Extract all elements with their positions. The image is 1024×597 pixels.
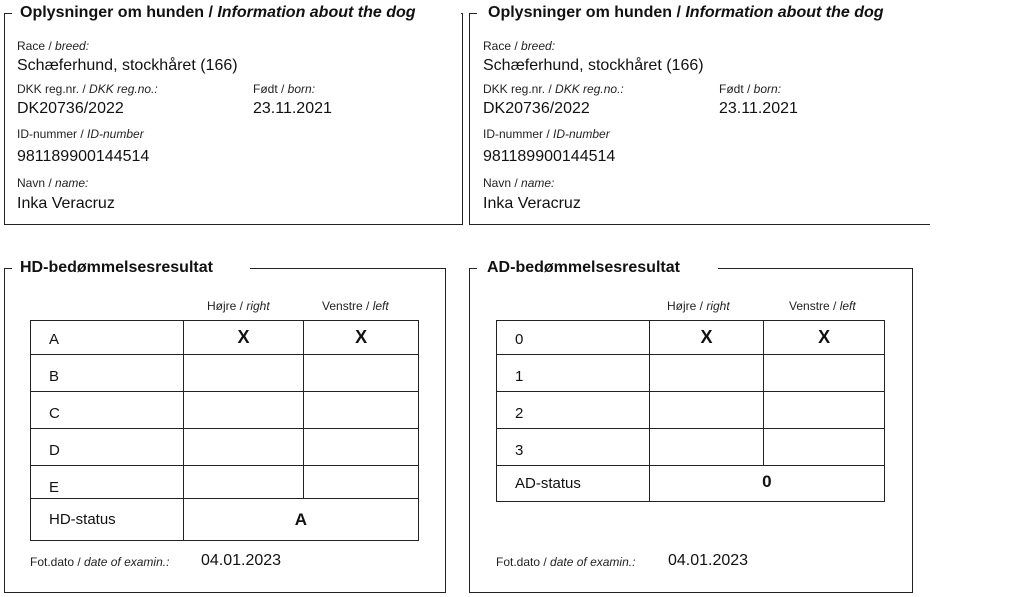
hd-col-right-header: Højre / right (207, 299, 270, 313)
grade-cell: 2 (497, 392, 650, 429)
born-value: 23.11.2021 (253, 100, 332, 117)
reg-label: DKK reg.nr. / DKK reg.no.: (17, 82, 158, 96)
ad-col-left-header: Venstre / left (789, 299, 856, 313)
table-row (31, 429, 419, 466)
grade-cell: D (31, 429, 184, 466)
name-value: Inka Veracruz (17, 195, 115, 212)
name-label: Navn / name: (17, 176, 89, 190)
name-value: Inka Veracruz (483, 195, 581, 212)
grade-cell: A (31, 321, 184, 355)
right-mark-cell (183, 429, 304, 466)
table-row (497, 392, 885, 429)
hd-date-value: 04.01.2023 (201, 552, 282, 569)
born-label: Født / born: (253, 82, 316, 96)
race-label: Race / breed: (17, 39, 90, 53)
born-label: Født / born: (719, 82, 782, 96)
right-mark-cell: X (649, 321, 764, 355)
table-row (497, 466, 885, 502)
right-mark-cell (183, 355, 304, 392)
right-mark-cell (649, 429, 764, 466)
status-label-cell: HD-status (31, 499, 184, 541)
table-row (497, 355, 885, 392)
hd-col-left-header: Venstre / left (322, 299, 389, 313)
race-label: Race / breed: (483, 39, 556, 53)
left-mark-cell (764, 392, 885, 429)
table-row (31, 499, 419, 541)
status-label-cell: AD-status (497, 466, 650, 502)
hd-date-label: Fot.dato / date of examin.: (30, 555, 170, 569)
right-mark-cell (183, 466, 304, 499)
hd-result-legend: HD-bedømmelsesresultat (20, 259, 213, 276)
table-row (31, 321, 419, 355)
right-mark-cell (649, 355, 764, 392)
ad-result-table (496, 320, 885, 502)
grade-cell: 3 (497, 429, 650, 466)
table-row (31, 466, 419, 499)
ad-status-value: 0 (649, 466, 884, 502)
born-value: 23.11.2021 (719, 100, 798, 117)
left-mark-cell (304, 392, 419, 429)
grade-cell: E (31, 466, 184, 499)
race-value: Schæferhund, stockhåret (166) (483, 57, 704, 74)
grade-cell: 1 (497, 355, 650, 392)
left-mark-cell: X (304, 321, 419, 355)
id-value: 981189900144514 (17, 148, 150, 165)
id-value: 981189900144514 (483, 148, 616, 165)
reg-label: DKK reg.nr. / DKK reg.no.: (483, 82, 624, 96)
table-row (31, 355, 419, 392)
grade-cell: C (31, 392, 184, 429)
ad-date-value: 04.01.2023 (668, 552, 749, 569)
left-mark-cell (764, 429, 885, 466)
right-mark-cell: X (183, 321, 304, 355)
table-row (497, 429, 885, 466)
left-mark-cell (304, 355, 419, 392)
ad-col-right-header: Højre / right (667, 299, 730, 313)
dog-info-legend-left: Oplysninger om hunden / Information about the dog (20, 4, 416, 21)
id-label: ID-nummer / ID-number (17, 127, 144, 141)
table-row (31, 392, 419, 429)
left-mark-cell (304, 429, 419, 466)
hd-result-table (30, 320, 419, 541)
left-mark-cell: X (764, 321, 885, 355)
table-row (497, 321, 885, 355)
reg-value: DK20736/2022 (483, 100, 590, 117)
id-label: ID-nummer / ID-number (483, 127, 610, 141)
left-mark-cell (764, 355, 885, 392)
left-mark-cell (304, 466, 419, 499)
name-label: Navn / name: (483, 176, 555, 190)
reg-value: DK20736/2022 (17, 100, 124, 117)
dog-info-legend-right: Oplysninger om hunden / Information about the dog (488, 4, 884, 21)
right-mark-cell (183, 392, 304, 429)
right-mark-cell (649, 392, 764, 429)
race-value: Schæferhund, stockhåret (166) (17, 57, 238, 74)
grade-cell: 0 (497, 321, 650, 355)
ad-result-legend: AD-bedømmelsesresultat (487, 259, 680, 276)
hd-status-value: A (183, 499, 418, 541)
grade-cell: B (31, 355, 184, 392)
ad-date-label: Fot.dato / date of examin.: (496, 555, 636, 569)
